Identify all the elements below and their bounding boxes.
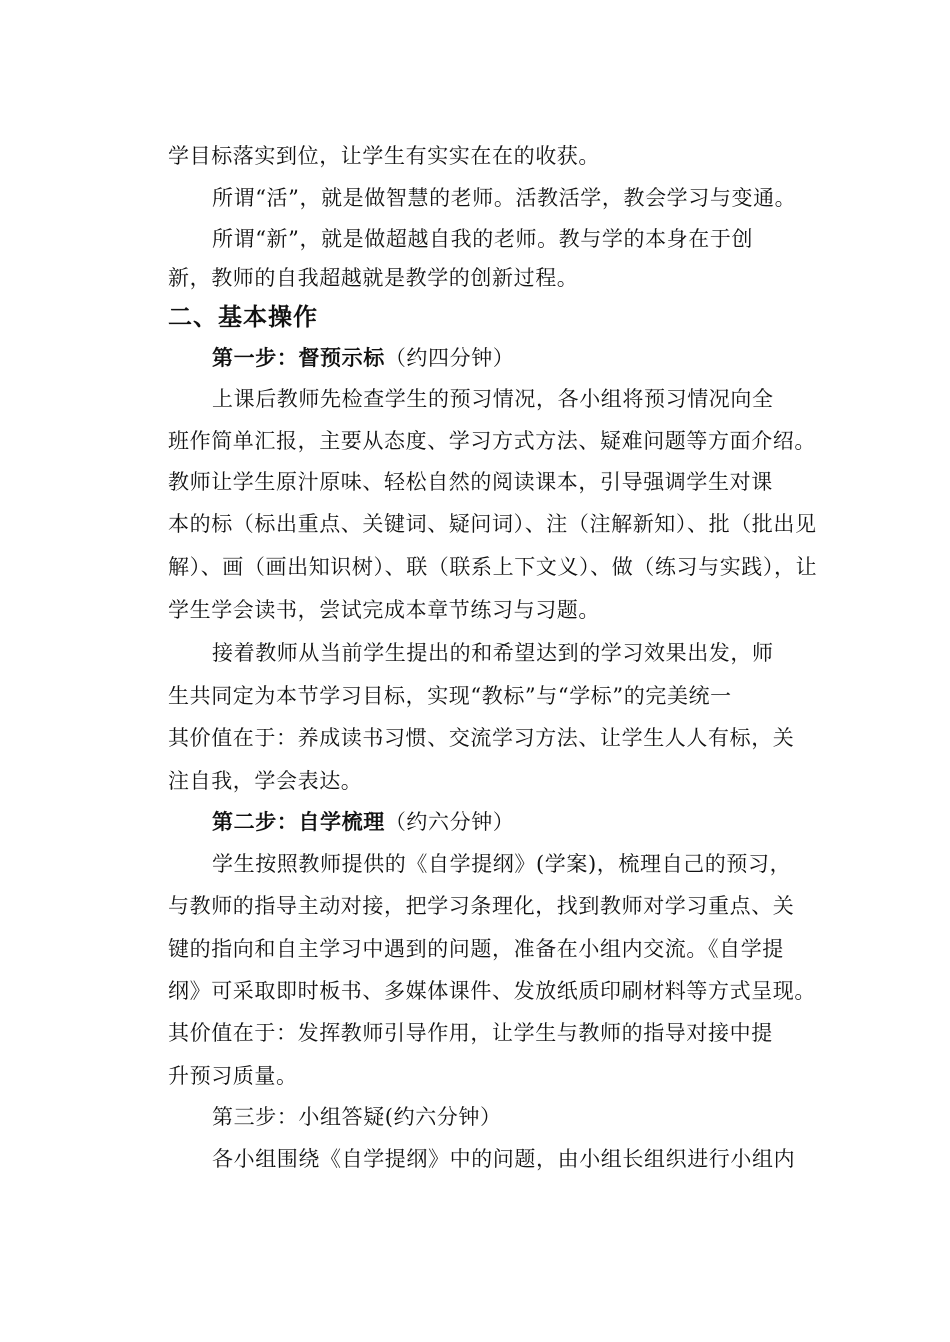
step-duration: （约六分钟） [384, 810, 515, 834]
paragraph-line: 学生学会读书，尝试完成本章节练习与习题。 [168, 598, 600, 622]
paragraph-line: 各小组围绕《自学提纲》中的问题，由小组长组织进行小组内 [212, 1147, 796, 1171]
step-heading [212, 344, 514, 372]
paragraph-line: 注自我，学会表达。 [168, 769, 363, 793]
paragraph-line: 学目标落实到位，让学生有实实在在的收获。 [168, 144, 600, 168]
step-title: 第二步：自学梳理 [212, 810, 385, 834]
step-title: 第一步：督预示标 [212, 346, 385, 370]
step-heading-plain: 第三步：小组答疑(约六分钟） [212, 1105, 502, 1129]
paragraph-line: 其价值在于：发挥教师引导作用，让学生与教师的指导对接中提 [168, 1021, 773, 1045]
paragraph-line: 所谓“活”，就是做智慧的老师。活教活学，教会学习与变通。 [212, 186, 797, 210]
paragraph-line: 键的指向和自主学习中遇到的问题，准备在小组内交流。《自学提 [168, 937, 784, 961]
step-heading [212, 808, 514, 836]
paragraph-line: 生共同定为本节学习目标，实现“教标”与“学标”的完美统一 [168, 684, 732, 708]
step-duration: （约四分钟） [384, 346, 515, 370]
paragraph-line: 与教师的指导主动对接，把学习条理化，找到教师对学习重点、关 [168, 894, 795, 918]
paragraph-line: 接着教师从当前学生提出的和希望达到的学习效果出发，师 [212, 641, 774, 665]
paragraph-line: 所谓“新”，就是做超越自我的老师。教与学的本身在于创 [212, 227, 754, 251]
paragraph-line: 本的标（标出重点、关键词、疑问词）、注（注解新知）、批（批出见 [168, 512, 817, 536]
paragraph-line: 学生按照教师提供的《自学提纲》(学案)，梳理自己的预习， [212, 852, 792, 876]
paragraph-line: 教师让学生原汁原味、轻松自然的阅读课本，引导强调学生对课 [168, 470, 773, 494]
section-heading: 二、基本操作 [168, 303, 318, 331]
paragraph-line: 纲》可采取即时板书、多媒体课件、发放纸质印刷材料等方式呈现。 [168, 979, 816, 1003]
paragraph-line: 上课后教师先检查学生的预习情况，各小组将预习情况向全 [212, 387, 774, 411]
paragraph-line: 解）、画（画出知识树）、联（联系上下文义）、做（练习与实践），让 [168, 555, 818, 579]
paragraph-line: 班作简单汇报，主要从态度、学习方式方法、疑难问题等方面介绍。 [168, 429, 816, 453]
paragraph-line: 升预习质量。 [168, 1064, 298, 1088]
paragraph-line: 其价值在于：养成读书习惯、交流学习方法、让学生人人有标，关 [168, 726, 795, 750]
paragraph-line: 新，教师的自我超越就是教学的创新过程。 [168, 266, 579, 290]
